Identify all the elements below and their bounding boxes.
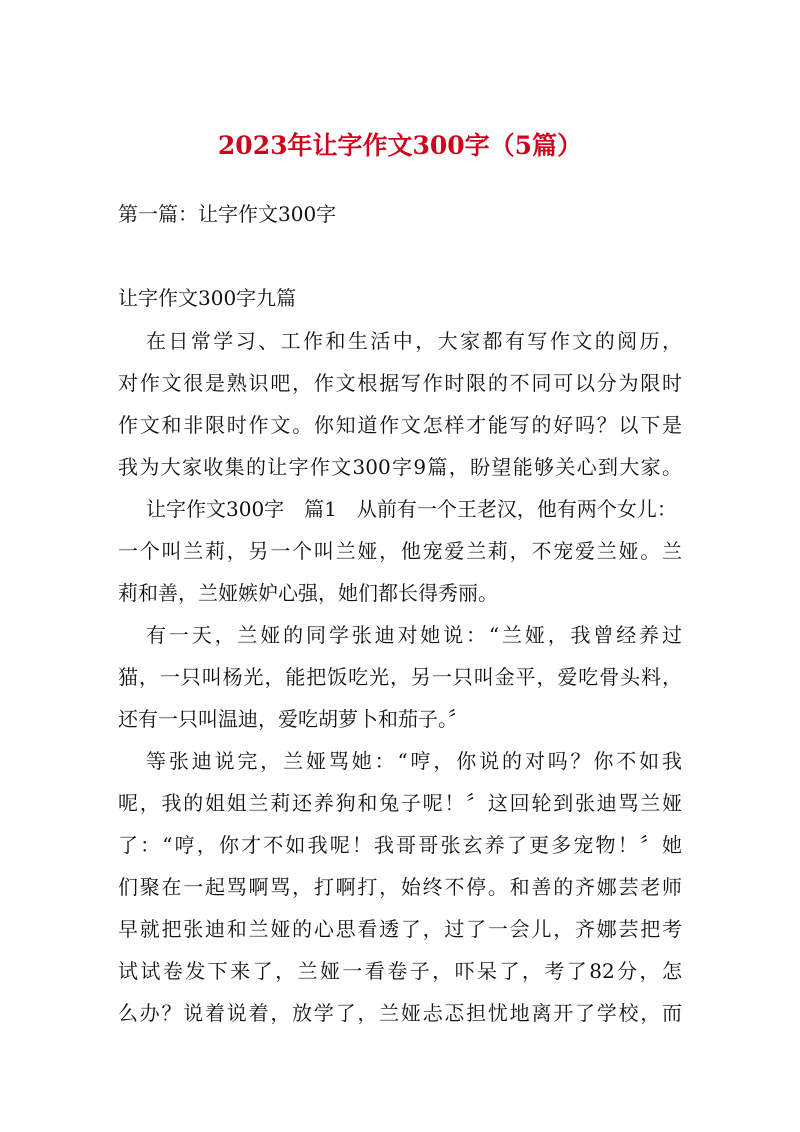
paragraph-line: 早就把张迪和兰娅的心思看透了，过了一会儿，齐娜芸把考 [118,917,682,941]
paragraph-line: 让字作文300字 篇1 从前有一个王老汉，他有两个女儿： [146,497,677,521]
subheading: 让字作文300字九篇 [118,286,297,310]
paragraph-line: 有一天，兰娅的同学张迪对她说：“兰娅，我曾经养过 [146,623,682,647]
paragraph-line: 们聚在一起骂啊骂，打啊打，始终不停。和善的齐娜芸老师 [118,875,682,899]
paragraph-line: 呢，我的姐姐兰莉还养狗和兔子呢！〞这回轮到张迪骂兰娅 [118,791,682,815]
paragraph-line: 了：“哼，你才不如我呢！我哥哥张玄养了更多宠物！〞她 [118,833,682,857]
paragraph-line: 等张迪说完，兰娅骂她：“哼，你说的对吗？你不如我 [146,749,682,773]
page-title: 2023年让字作文300字（5篇） [217,131,583,160]
section-heading: 第一篇：让字作文300字 [118,202,337,226]
paragraph-line: 么办？说着说着，放学了，兰娅忐忑担忧地离开了学校，而 [118,1001,682,1025]
paragraph-line: 还有一只叫温迪，爱吃胡萝卜和茄子。〞 [118,707,468,731]
paragraph-line: 对作文很是熟识吧，作文根据写作时限的不同可以分为限时 [118,371,682,395]
paragraph-line: 我为大家收集的让字作文300字9篇，盼望能够关心到大家。 [118,455,682,479]
paragraph-line: 猫，一只叫杨光，能把饭吃光，另一只叫金平，爱吃骨头料， [118,665,682,689]
paragraph-line: 一个叫兰莉，另一个叫兰娅，他宠爱兰莉，不宠爱兰娅。兰 [118,539,682,563]
paragraph-line: 在日常学习、工作和生活中，大家都有写作文的阅历， [146,329,682,353]
paragraph-line: 试试卷发下来了，兰娅一看卷子，吓呆了，考了82分，怎 [118,959,682,983]
paragraph-line: 莉和善，兰娅嫉妒心强，她们都长得秀丽。 [118,581,498,605]
paragraph-line: 作文和非限时作文。你知道作文怎样才能写的好吗？以下是 [118,413,682,437]
